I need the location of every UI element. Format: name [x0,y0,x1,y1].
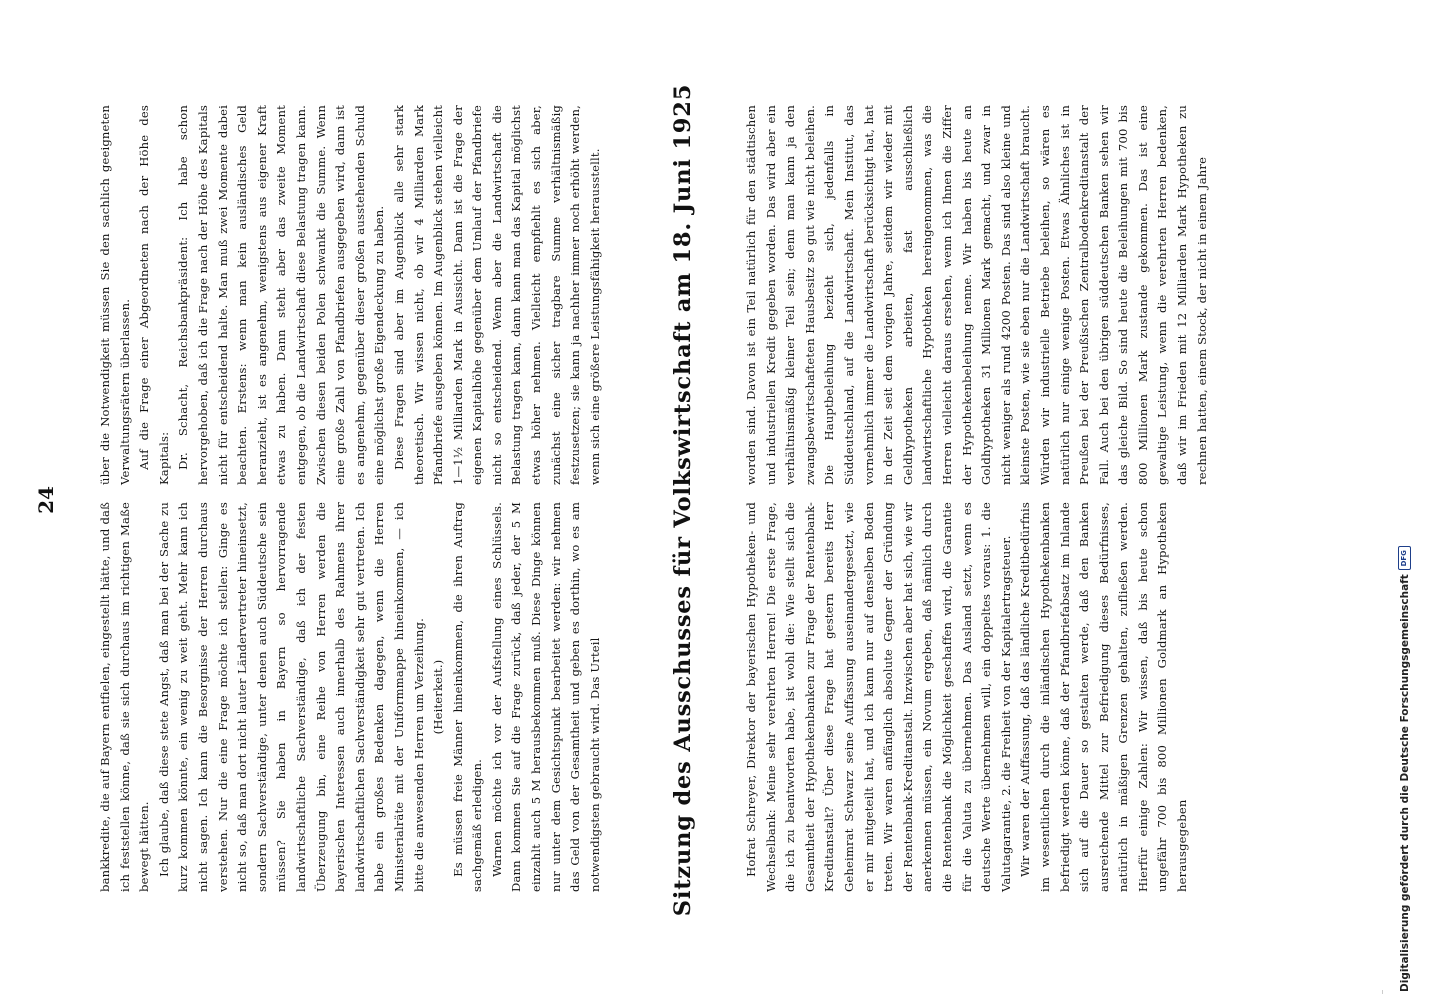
paragraph: Es müssen freie Männer hineinkommen, die ihren Auftrag sachgemäß erledigen. [450,502,485,892]
paragraph: Hofrat Schreyer, Direktor der bayerischen Hypotheken- und Wechselbank: Meine sehr verehrten Herren! Die erste Frage, die ich zu beantworten habe, ist wohl die: Wie stellt sich die Gesamtheit der Hypothekenbanken zur Frage der Rentenbank-Kreditanstalt? Über diese Frage hat gestern bereits Herr Geheimrat Schwarz seine Auffassung auseinandergesetzt, wie er mir mitgeteilt hat, und ich kann nur auf denselben Boden treten. Wir waren anfänglich absolute Gegner der Gründung der Rentenbank-Kreditanstalt. Inzwischen aber hat sich, wie wir anerkennen müssen, ein Novum ergeben, daß nämlich durch die Rentenbank die Möglichkeit geschaffen wird, die Garantie für die Valuta zu übernehmen. Das Ausland setzt, wenn es deutsche Werte übernehmen will, ein doppeltes voraus: 1. die Valutagarantie, 2. die Freiheit von der Kapitalertragsteuer. [744,502,1013,892]
column-top-left [96,502,602,892]
paragraph: Wir waren der Auffassung, daß das ländliche Kreditbedürfnis im wesentlichen durch die inländischen Hypothekenbanken befriedigt werden könne, daß der Pfandbriefabsatz im Inlande sich auf die Dauer so gestalten werde, daß den Banken ausreichende Mittel zur Befriedigung dieses Bedürfnisses, natürlich in mäßigen Grenzen gehalten, zufließen werden. Hierfür einige Zahlen: Wir wissen, daß bis heute schon ungefähr 700 bis 800 Millionen Goldmark an Hypotheken herausgegeben [1018,502,1190,892]
column-bottom-left [742,502,1190,892]
digitization-footer [1398,12,1411,992]
footer-text: Digitalisierung gefördert durch die Deutsche Forschungsgemeinschaft [1398,574,1411,992]
section-title: Sitzung des Ausschusses für Volkswirtschaft am 18. Juni 1925 [670,83,696,917]
paragraph: Diese Fragen sind aber im Augenblick alle sehr stark theoretisch. Wir wissen nicht, ob wir 4 Milliarden Mark Pfandbriefe ausgeben können. Im Augenblick stehen vielleicht 1—1½ Milliarden Mark in Aussicht. Dann ist die Frage der eigenen Kapitalhöhe gegenüber dem Umlauf der Pfandbriefe nicht so entscheidend. Wenn aber die Landwirtschaft die Belastung tragen kann, dann kann man das Kapital möglichst etwas höher nehmen. Vielleicht empfiehlt es sich aber, zunächst eine sicher tragbare Summe verhältnismäßig festzusetzen; sie kann ja nachher immer noch erhöht werden, wenn sich eine größere Leistungsfähigkeit herausstellt. [391,105,602,485]
column-bottom-right [742,105,1209,485]
paragraph: über die Notwendigkeit müssen Sie den sachlich geeigneten Verwaltungsrätern überlassen. [98,105,132,485]
page-number: 24 [34,486,58,514]
column-top-right [96,105,602,485]
paragraph: worden sind. Davon ist ein Teil natürlich für den städtischen und industriellen Kredit gegeben worden. Das wird aber ein verhältnismäßig kleiner Teil sein; denn man kann ja den zwangsbewirtschafteten Hausbesitz so gut wie nicht beleihen. Die Hauptbeleihung bezieht sich, jedenfalls in Süddeutschland, auf die Landwirtschaft. Mein Institut, das vornehmlich immer die Landwirtschaft berücksichtigt hat, hat in der Zeit seit dem vorigen Jahre, seitdem wir wieder mit Geldhypotheken arbeiten, fast ausschließlich landwirtschaftliche Hypotheken hereingenommen, was die Herren vielleicht daraus ersehen, wenn ich Ihnen die Ziffer der Hypothekenbeleihung nenne. Wir haben bis heute an Goldhypotheken 31 Millionen Mark gemacht, und zwar in nicht weniger als rund 4200 Posten. Das sind also kleine und kleinste Posten, wie sie eben nur die Landwirtschaft braucht. Würden wir industrielle Betriebe beleihen, so wären es natürlich nur einige wenige Posten. Etwas Ähnliches ist in Preußen bei der Preußischen Zentralbodenkreditanstalt der Fall. Auch bei den übrigen süddeutschen Banken sehen wir das gleiche Bild. So sind heute die Beleihungen mit 700 bis 800 Millionen Mark zustande gekommen. Das ist eine gewaltige Leistung, wenn die verehrten Herren bedenken, daß wir im Frieden mit 12 Milliarden Mark Hypotheken zu rechnen hatten, einem Stock, der nicht in einem Jahre [744,105,1209,485]
dfg-logo-icon: DFG [1398,546,1411,570]
scan-mark [1382,990,1383,994]
paragraph: Ich glaube, daß diese stete Angst, daß man bei der Sache zu kurz kommen könnte, ein wenig zu weit geht. Mehr kann ich nicht sagen. Ich kann die Besorgnisse der Herren durchaus verstehen. Nur die eine Frage möchte ich stellen: Ginge es nicht so, daß man dort nicht lauter Ländervertreter hineinsetzt, sondern Sachverständige, unter denen auch Süddeutsche sein müssen? Sie haben in Bayern so hervorragende landwirtschaftliche Sachverständige, daß ich der festen Überzeugung bin, eine Reihe von Herren werden die bayerischen Interessen auch innerhalb des Rahmens ihrer landwirtschaftlichen Sachverständigkeit sehr gut vertreten. Ich habe ein großes Bedenken dagegen, wenn die Herren Ministerialräte mit der Uniformmappe hineinkommen, — ich bitte die anwesenden Herren um Verzeihung. [156,502,426,892]
paragraph: bankkredite, die auf Bayern entfielen, eingestellt hätte, und daß ich feststellen könne, daß sie sich durchaus im richtigen Maße bewegt hätten. [98,502,152,892]
paragraph-interjection: (Heiterkeit.) [431,659,446,735]
paragraph: Dr. Schacht, Reichsbankpräsident: Ich habe schon hervorgehoben, daß ich die Frage nach der Höhe des Kapitals nicht für entscheidend halte. Man muß zwei Momente dabei beachten. Erstens: wenn man kein ausländisches Geld heranzieht, ist es angenehm, wenigstens aus eigener Kraft etwas zu haben. Dann steht aber das zweite Moment entgegen, ob die Landwirtschaft diese Belastung tragen kann. Zwischen diesen beiden Polen schwankt die Summe. Wenn eine große Zahl von Pfandbriefen ausgegeben wird, dann ist es angenehm, gegenüber dieser großen ausstehenden Schuld eine möglichst große Eigendeckung zu haben. [176,105,387,485]
paragraph: Auf die Frage einer Abgeordneten nach der Höhe des Kapitals: [137,105,171,485]
paragraph: Warnen möchte ich vor der Aufstellung eines Schlüssels. Dann kommen Sie auf die Frage zurück, daß jeder, der 5 M einzahlt auch 5 M herausbekommen muß. Diese Dinge können nur unter dem Gesichtspunkt bearbeitet werden: wir nehmen das Geld von der Gesamtheit und geben es dorthin, wo es am notwendigsten gebraucht wird. Das Urteil [489,502,602,892]
